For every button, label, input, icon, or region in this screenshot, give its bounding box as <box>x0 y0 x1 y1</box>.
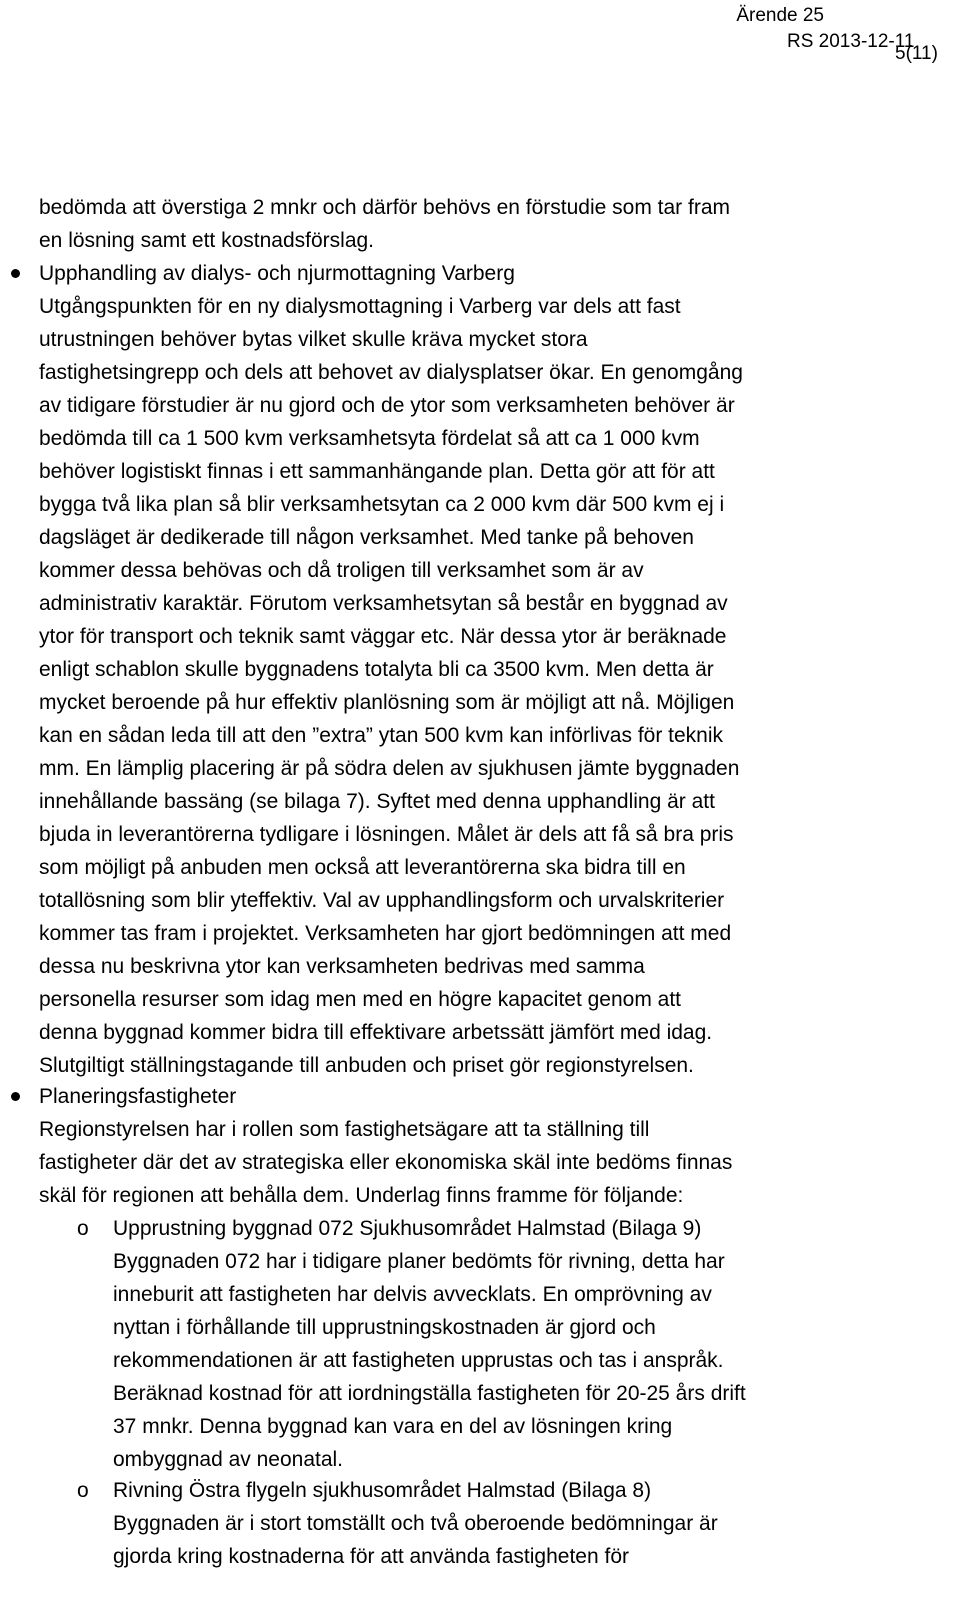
body-line: kan en sådan leda till att den ”extra” ytan 500 kvm kan införlivas för teknik <box>39 724 724 747</box>
body-line: ombyggnad av neonatal. <box>113 1448 344 1471</box>
body-line: mycket beroende på hur effektiv planlösning som är möjligt att nå. Möjligen <box>39 691 735 714</box>
body-line: bygga två lika plan så blir verksamhetsytan ca 2 000 kvm där 500 kvm ej i <box>39 493 725 516</box>
body-line: administrativ karaktär. Förutom verksamhetsytan så består en byggnad av <box>39 592 728 615</box>
body-line: bedömda att överstiga 2 mnkr och därför behövs en förstudie som tar fram <box>39 196 731 219</box>
body-line: gjorda kring kostnaderna för att använda fastigheten för <box>113 1545 629 1568</box>
circle-bullet-icon: o <box>77 1479 89 1502</box>
body-line: Slutgiltigt ställningstagande till anbuden och priset gör regionstyrelsen. <box>39 1054 694 1077</box>
body-line: en lösning samt ett kostnadsförslag. <box>39 229 375 252</box>
subsection-heading: Upprustning byggnad 072 Sjukhusområdet Halmstad (Bilaga 9) <box>113 1217 702 1240</box>
section-heading: Upphandling av dialys- och njurmottagning Varberg <box>39 262 515 285</box>
body-line: Regionstyrelsen har i rollen som fastighetsägare att ta ställning till <box>39 1118 650 1141</box>
body-line: inneburit att fastigheten har delvis avvecklats. En omprövning av <box>113 1283 712 1306</box>
body-line: dessa nu beskrivna ytor kan verksamheten bedrivas med samma <box>39 955 645 978</box>
body-line: skäl för regionen att behålla dem. Underlag finns framme för följande: <box>39 1184 684 1207</box>
body-line: nyttan i förhållande till upprustningskostnaden är gjord och <box>113 1316 656 1339</box>
body-line: av tidigare förstudier är nu gjord och de ytor som verksamheten behöver är <box>39 394 735 417</box>
subsection-heading: Rivning Östra flygeln sjukhusområdet Halmstad (Bilaga 8) <box>113 1479 652 1502</box>
body-line: innehållande bassäng (se bilaga 7). Syftet med denna upphandling är att <box>39 790 715 813</box>
body-line: fastighetsingrepp och dels att behovet av dialysplatser ökar. En genomgång <box>39 361 743 384</box>
section-heading: Planeringsfastigheter <box>39 1085 237 1108</box>
rs-date: RS 2013-12-11 <box>787 31 915 52</box>
body-line: rekommendationen är att fastigheten upprustas och tas i anspråk. <box>113 1349 724 1372</box>
body-line: enligt schablon skulle byggnadens totalyta bli ca 3500 kvm. Men detta är <box>39 658 714 681</box>
bullet-icon <box>11 1092 20 1101</box>
body-line: fastigheter där det av strategiska eller ekonomiska skäl inte bedöms finnas <box>39 1151 733 1174</box>
bullet-icon <box>11 269 20 278</box>
page-number: 5(11) <box>895 43 938 64</box>
body-line: Utgångspunkten för en ny dialysmottagning i Varberg var dels att fast <box>39 295 681 318</box>
body-line: Byggnaden är i stort tomställt och två oberoende bedömningar är <box>113 1512 718 1535</box>
body-line: ytor för transport och teknik samt väggar etc. När dessa ytor är beräknade <box>39 625 727 648</box>
arende-label: Ärende 25 <box>736 5 824 26</box>
body-line: denna byggnad kommer bidra till effektivare arbetssätt jämfört med idag. <box>39 1021 713 1044</box>
body-line: totallösning som blir yteffektiv. Val av upphandlingsform och urvalskriterier <box>39 889 725 912</box>
circle-bullet-icon: o <box>77 1217 89 1240</box>
body-line: kommer tas fram i projektet. Verksamheten har gjort bedömningen att med <box>39 922 732 945</box>
body-line: dagsläget är dedikerade till någon verksamhet. Med tanke på behoven <box>39 526 694 549</box>
body-line: utrustningen behöver bytas vilket skulle kräva mycket stora <box>39 328 588 351</box>
body-line: behöver logistiskt finnas i ett sammanhängande plan. Detta gör att för att <box>39 460 715 483</box>
body-line: som möjligt på anbuden men också att leverantörerna ska bidra till en <box>39 856 686 879</box>
body-line: Byggnaden 072 har i tidigare planer bedömts för rivning, detta har <box>113 1250 725 1273</box>
body-line: kommer dessa behövas och då troligen till verksamhet som är av <box>39 559 644 582</box>
body-line: 37 mnkr. Denna byggnad kan vara en del av lösningen kring <box>113 1415 673 1438</box>
body-line: bjuda in leverantörerna tydligare i lösningen. Målet är dels att få så bra pris <box>39 823 734 846</box>
body-line: mm. En lämplig placering är på södra delen av sjukhusen jämte byggnaden <box>39 757 740 780</box>
body-line: bedömda till ca 1 500 kvm verksamhetsyta fördelat så att ca 1 000 kvm <box>39 427 700 450</box>
body-line: Beräknad kostnad för att iordningställa fastigheten för 20-25 års drift <box>113 1382 746 1405</box>
body-line: personella resurser som idag men med en högre kapacitet genom att <box>39 988 682 1011</box>
